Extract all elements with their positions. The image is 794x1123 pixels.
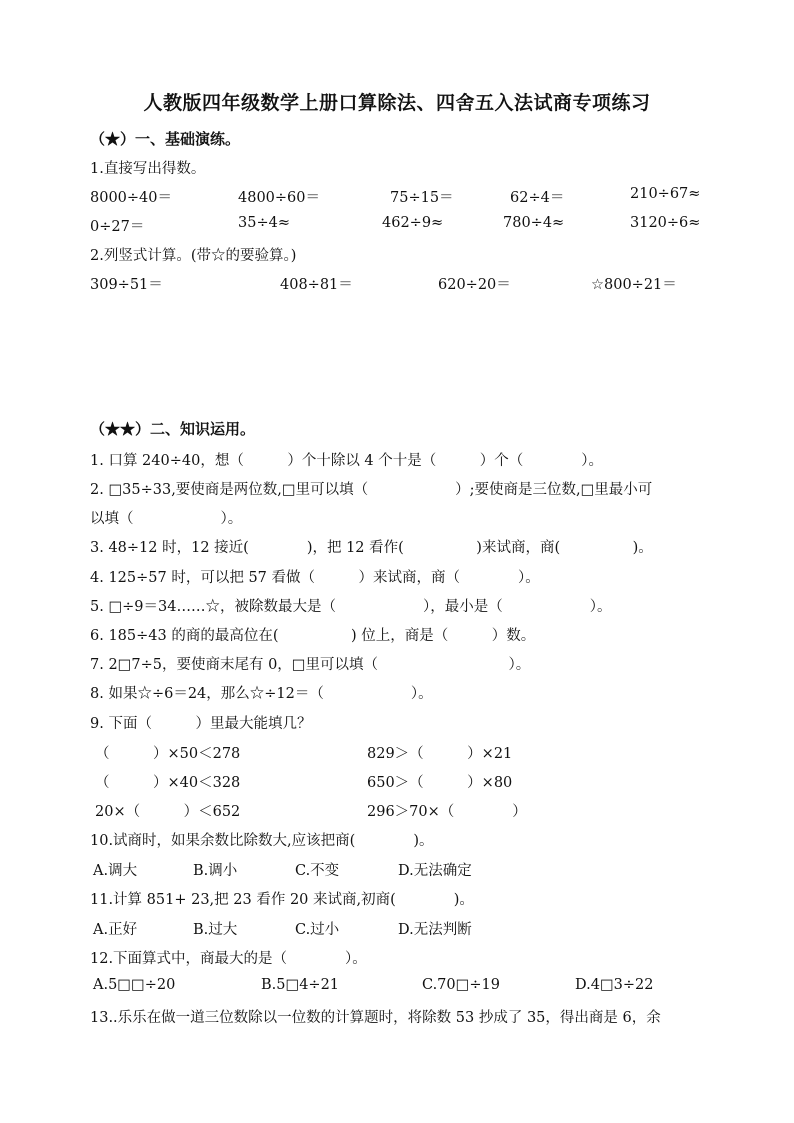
question-line: 11.计算 851+ 23,把 23 看作 20 来试商,初商( )。 [90, 892, 474, 908]
option-item: A.5□□÷20 [93, 977, 176, 993]
calc-item: 4800÷60＝ [238, 190, 321, 206]
calc-item: 35÷4≈ [238, 215, 290, 231]
option-item: D.无法确定 [398, 863, 472, 879]
inequality-item: 829＞（ ）×21 [367, 746, 513, 762]
inequality-item: 650＞（ ）×80 [367, 775, 513, 791]
calc-item: 462÷9≈ [382, 215, 444, 231]
question-line: 1. 口算 240÷40，想（ ）个十除以 4 个十是（ ）个（ ）。 [90, 453, 604, 469]
inequality-item: （ ）×40＜328 [95, 775, 241, 791]
calc-item: 62÷4＝ [510, 190, 565, 206]
inequality-item: （ ）×50＜278 [95, 746, 241, 762]
vertical-calc-item: 408÷81＝ [280, 277, 353, 293]
question-line: 2. □35÷33,要使商是两位数,□里可以填（ ）;要使商是三位数,□里最小可 [90, 482, 653, 498]
vertical-calc-item: ☆800÷21＝ [591, 277, 677, 293]
inequality-item: 20×（ ）＜652 [95, 804, 241, 820]
vertical-calc-item: 620÷20＝ [438, 277, 511, 293]
question-line: 4. 125÷57 时，可以把 57 看做（ ）来试商，商（ ）。 [90, 570, 540, 586]
section-heading-application: （★★）二、知识运用。 [90, 420, 256, 438]
option-item: B.调小 [193, 863, 238, 879]
question-line: 9. 下面（ ）里最大能填几？ [90, 716, 312, 732]
calc-item: 0÷27＝ [90, 219, 145, 235]
option-item: B.5□4÷21 [261, 977, 340, 993]
question-1-label: 1.直接写出得数。 [90, 161, 206, 177]
option-item: C.70□÷19 [422, 977, 500, 993]
option-item: A.调大 [93, 863, 138, 879]
calc-item: 75÷15＝ [390, 190, 454, 206]
question-line: 10.试商时，如果余数比除数大,应该把商( )。 [90, 833, 434, 849]
calc-item: 210÷67≈ [630, 186, 701, 202]
option-item: C.过小 [295, 922, 340, 938]
calc-item: 780÷4≈ [503, 215, 565, 231]
calc-item: 3120÷6≈ [630, 215, 701, 231]
option-item: A.正好 [93, 922, 138, 938]
vertical-calc-item: 309÷51＝ [90, 277, 163, 293]
question-line: 8. 如果☆÷6＝24，那么☆÷12＝（ ）。 [90, 686, 433, 702]
inequality-item: 296＞70×（ ） [367, 804, 527, 820]
question-line: 以填（ ）。 [90, 511, 243, 527]
option-item: B.过大 [193, 922, 238, 938]
question-line: 5. □÷9＝34……☆，被除数最大是（ ），最小是（ ）。 [90, 599, 612, 615]
page-title: 人教版四年级数学上册口算除法、四舍五入法试商专项练习 [143, 92, 651, 114]
question-2-label: 2.列竖式计算。(带☆的要验算。) [90, 248, 297, 264]
option-item: D.4□3÷22 [575, 977, 654, 993]
question-line: 6. 185÷43 的商的最高位在( ) 位上，商是（ ）数。 [90, 628, 536, 644]
section-heading-basic: （★）一、基础演练。 [90, 130, 241, 148]
question-line: 12.下面算式中，商最大的是（ ）。 [90, 951, 367, 967]
question-line: 7. 2□7÷5，要使商末尾有 0，□里可以填（ ）。 [90, 657, 531, 673]
option-item: D.无法判断 [398, 922, 472, 938]
question-line: 3. 48÷12 时，12 接近( )，把 12 看作( )来试商，商( )。 [90, 540, 653, 556]
calc-item: 8000÷40＝ [90, 190, 173, 206]
option-item: C.不变 [295, 863, 340, 879]
question-line: 13..乐乐在做一道三位数除以一位数的计算题时，将除数 53 抄成了 35，得出商是 6，余 [90, 1010, 661, 1026]
